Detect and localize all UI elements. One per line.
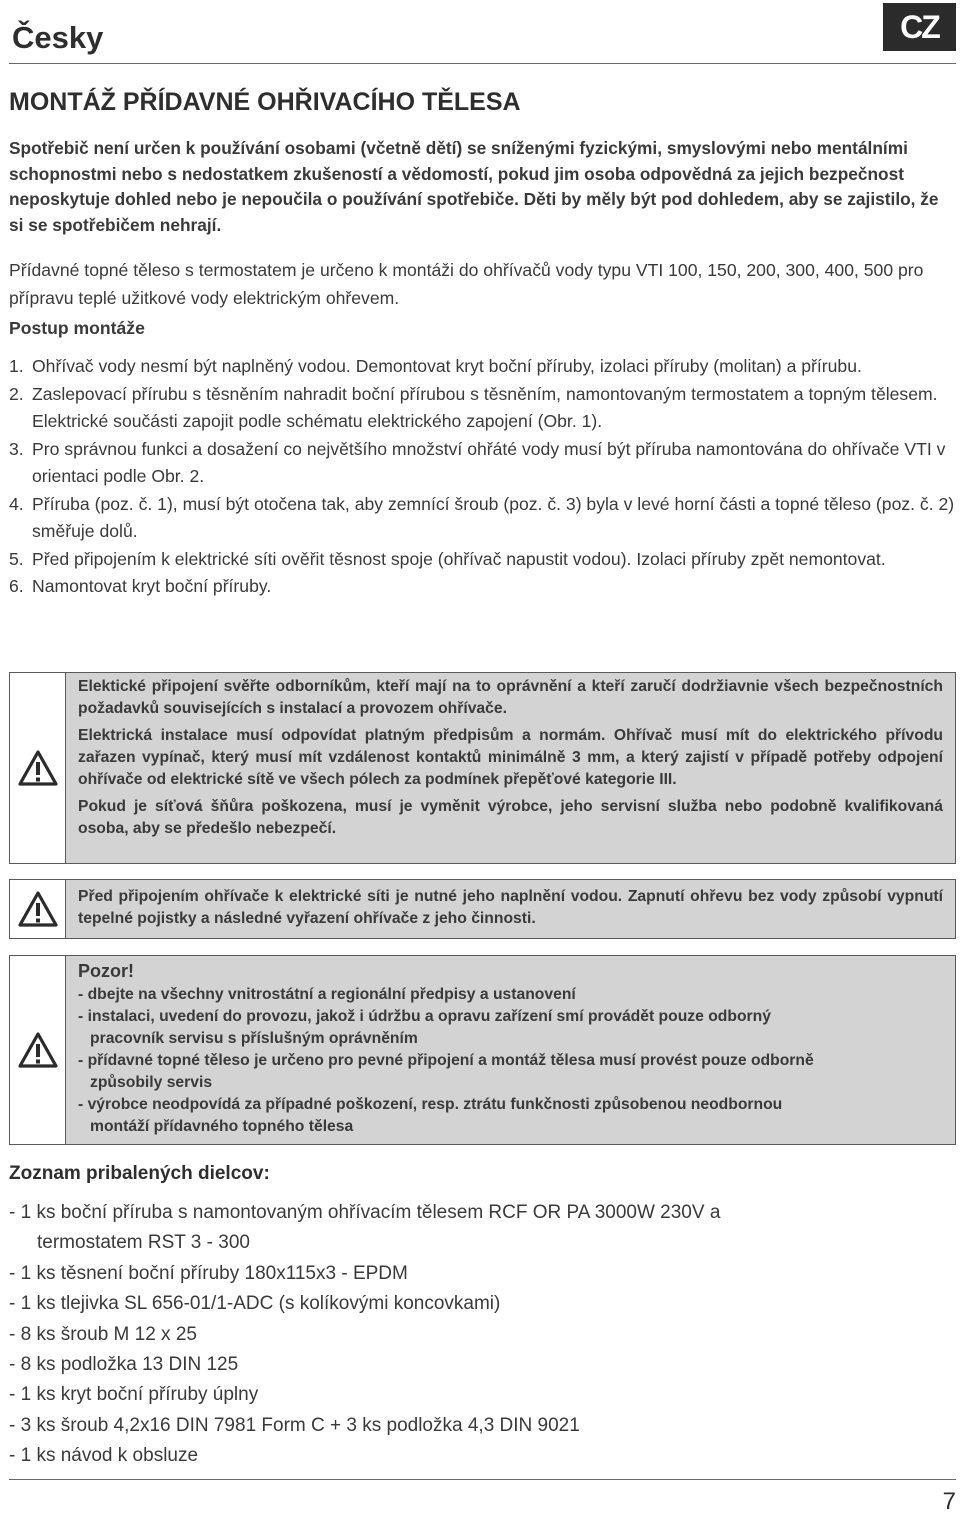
warning-box-electrical: [9, 672, 956, 864]
intro-paragraph: Přídavné topné těleso s termostatem je určeno k montáži do ohřívačů vody typu VTI 100, 150, 200, 300, 400, 500 pro přípravu teplé užitkové vody elektrickým ohřevem.: [9, 260, 924, 308]
parts-list-item: - 8 ks šroub M 12 x 25: [9, 1323, 197, 1345]
warning-list-line: montáží přídavného topného tělesa: [90, 1118, 354, 1135]
warning-list-line: způsobily servis: [90, 1074, 213, 1091]
step-text: Příruba (poz. č. 1), musí být otočena tak, aby zemnící šroub (poz. č. 3) byla v levé horní části a topné těleso (poz. č. 2) směřuje dolů.: [32, 493, 955, 541]
parts-list-item: - 1 ks tlejivka SL 656-01/1-ADC (s kolíkovými koncovkami): [9, 1293, 501, 1315]
page-title: MONTÁŽ PŘÍDAVNÉ OHŘIVACÍHO TĚLESA: [9, 88, 521, 116]
warning-list-line: - dbejte na všechny vnitrostátní a regionální předpisy a ustanovení: [78, 986, 576, 1003]
procedure-steps: [9, 353, 956, 601]
step-item: [9, 573, 956, 601]
warning-list-line: - výrobce neodpovídá za případné poškození, resp. ztrátu funkčnosti způsobenou neodbornou: [78, 1096, 783, 1113]
warning-paragraph: Pokud je síťová šňůra poškozena, musí je vyměnit výrobce, jeho servisní služba nebo podobně kvalifikovaná osoba, aby se předešlo nebezpečí.: [78, 798, 943, 837]
step-item: [9, 381, 956, 436]
warning-paragraph: Před připojením ohřívače k elektrické síti je nutné jeho naplnění vodou. Zapnutí ohřevu bez vody způsobí vypnutí tepelné pojistky a následné vyřazení ohřívače z jeho činnosti.: [78, 888, 943, 927]
warning-text: [66, 673, 955, 863]
step-text: Před připojením k elektrické síti ověřit těsnost spoje (ohřívač napustit vodou). Izolaci příruby zpět nemontovat.: [32, 548, 886, 569]
warning-text: [66, 956, 955, 1144]
warning-text: [66, 880, 955, 938]
step-number: 2.: [9, 383, 24, 404]
warning-box-water: [9, 879, 956, 939]
warning-icon-cell: [10, 956, 66, 1144]
step-item: [9, 491, 956, 546]
step-text: Ohřívač vody nesmí být naplněný vodou. Demontovat kryt boční příruby, izolaci příruby (molitan) a přírubu.: [32, 356, 862, 376]
warning-list-item: [78, 984, 943, 1006]
step-number: 5.: [9, 548, 24, 569]
language-badge: CZ: [883, 3, 956, 51]
step-item: [9, 436, 956, 491]
warning-box-pozor: [9, 955, 956, 1145]
warning-heading: Pozor!: [78, 961, 134, 981]
warning-paragraph: Elektické připojení svěřte odborníkům, kteří mají na to oprávnění a kteří zaručí dodržiavnie všech bezpečnostních požadavků souvisejících s instalací a provozem ohřívače.: [78, 678, 943, 717]
footer-rule: [9, 1479, 956, 1480]
warning-list-line: pracovník servisu s příslušným oprávněním: [90, 1030, 418, 1047]
parts-heading: Zoznam pribalených dielcov:: [9, 1163, 270, 1184]
warning-list-item: [78, 1050, 943, 1094]
step-text: Zaslepovací přírubu s těsněním nahradit boční přírubou s těsněním, namontovaným termostatem a topným tělesem. Elektrické součásti zapojit podle schématu elektrického zapojení (Obr. 1).: [32, 383, 938, 431]
safety-notice: Spotřebič není určen k používání osobami (včetně dětí) se sníženými fyzickými, smyslovými nebo mentálními schopnostmi nebo s nedostatkem zkušeností a vědomostí, pokud jim osoba odpovědná za jejich bezpečnost neposkytuje dohled nebo je nepoučila o používání spotřebiče. Děti by měly být pod dohledem, aby se zajistilo, že si se spotřebičem nehrají.: [9, 138, 939, 235]
parts-list-item: - 1 ks návod k obsluze: [9, 1445, 199, 1467]
warning-icon-cell: [10, 880, 66, 938]
step-item: [9, 546, 956, 574]
parts-line: - 1 ks boční příruba s namontovaným ohřívacím tělesem RCF OR PA 3000W 230V a: [9, 1202, 721, 1223]
step-text: Namontovat kryt boční příruby.: [32, 576, 272, 596]
language-label: Česky: [12, 20, 104, 55]
parts-list: [9, 1198, 956, 1472]
step-number: 4.: [9, 493, 24, 514]
warning-list-line: - instalaci, uvedení do provozu, jakož i údržbu a opravu zařízení smí provádět pouze odborný: [78, 1008, 771, 1025]
parts-list-item: - 8 ks podložka 13 DIN 125: [9, 1354, 239, 1376]
warning-triangle-icon: [18, 891, 58, 927]
warning-triangle-icon: [18, 750, 58, 786]
warning-list-item: [78, 1094, 943, 1138]
page-number: 7: [942, 1488, 956, 1514]
warning-icon-cell: [10, 673, 66, 863]
warning-list-item: [78, 1006, 943, 1050]
step-number: 1.: [9, 356, 24, 376]
page-header: [9, 0, 956, 64]
procedure-heading: Postup montáže: [9, 318, 145, 338]
step-number: 6.: [9, 576, 24, 596]
step-number: 3.: [9, 438, 24, 459]
parts-list-item: - 1 ks kryt boční příruby úplny: [9, 1384, 259, 1406]
step-item: [9, 353, 956, 381]
warning-list-line: - přídavné topné těleso je určeno pro pevné připojení a montáž tělesa musí provést pouze odborně: [78, 1052, 814, 1069]
parts-list-item: [9, 1198, 956, 1259]
warning-triangle-icon: [18, 1032, 58, 1068]
parts-list-item: - 1 ks těsnení boční příruby 180x115x3 - EPDM: [9, 1262, 408, 1284]
warning-paragraph: Elektrická instalace musí odpovídat platným předpisům a normám. Ohřívač musí mít do elektrického přívodu zařazen vypínač, který musí mít vzdálenost kontaktů minimálně 3 mm, a který zajistí v případě potřeby odpojení ohřívače od elektrické sítě ve všech pólech za podmínek přepěťové kategorie III.: [78, 727, 943, 788]
step-text: Pro správnou funkci a dosažení co největšího množství ohřáté vody musí být příruba namontována do ohřívače VTI v orientaci podle Obr. 2.: [32, 438, 946, 486]
parts-line: termostatem RST 3 - 300: [37, 1232, 250, 1254]
parts-list-item: - 3 ks šroub 4,2x16 DIN 7981 Form C + 3 ks podložka 4,3 DIN 9021: [9, 1414, 580, 1436]
